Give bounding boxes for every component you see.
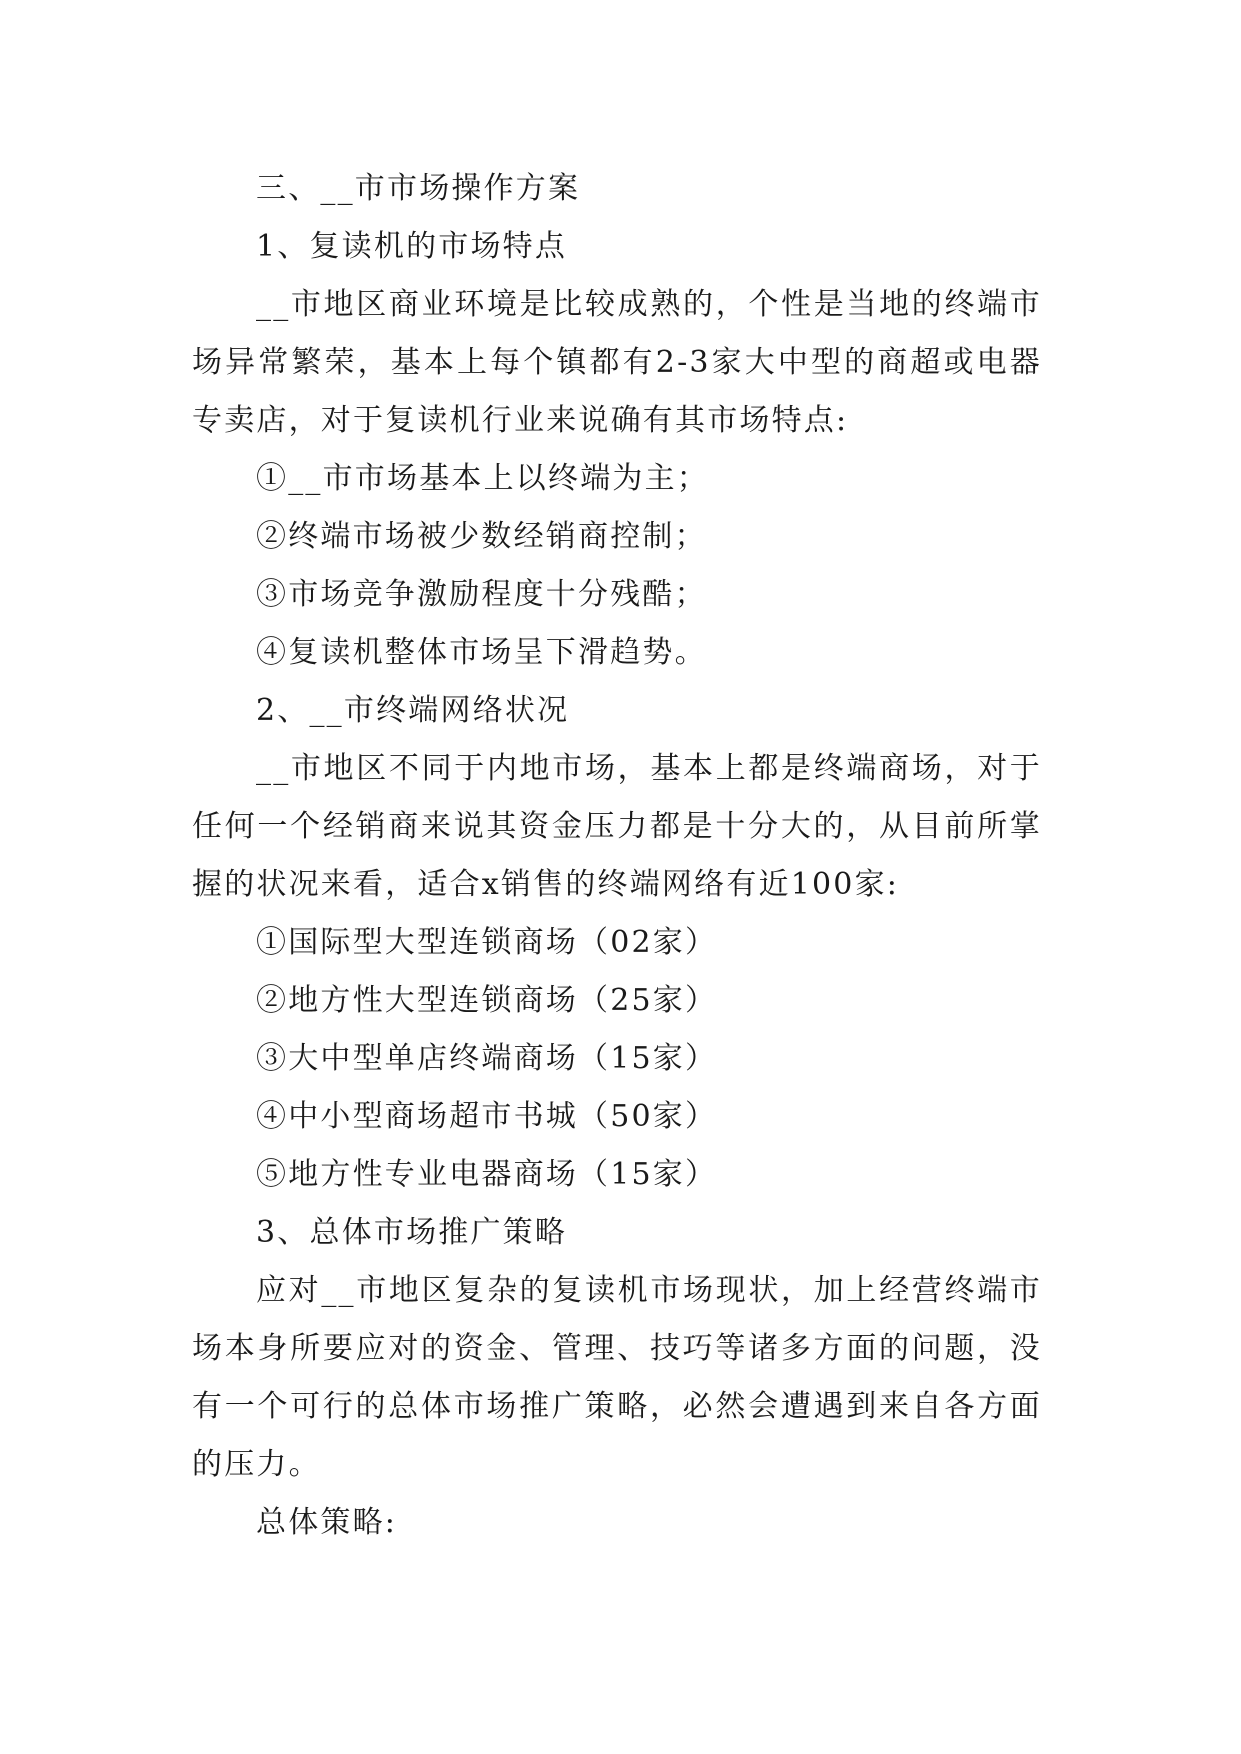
subsection-heading: 3、总体市场推广策略 [256,1215,568,1250]
list-item: ③市场竞争激励程度十分残酷； [256,577,707,612]
body-paragraph: __市地区不同于内地市场，基本上都是终端商场，对于任何一个经销商来说其资金压力都是十分大的，从目前所掌握的状况来看，适合x销售的终端网络有近100家: [192,751,1042,902]
list-item: ⑤地方性专业电器商场（15家） [256,1157,718,1192]
subsection-heading: 2、__市终端网络状况 [256,693,570,728]
subsection-heading: 1、复读机的市场特点 [256,229,568,264]
body-paragraph: 应对__市地区复杂的复读机市场现状，加上经营终端市场本身所要应对的资金、管理、技巧等诸多方面的问题，没有一个可行的总体市场推广策略，必然会遭遇到来自各方面的压力。 [192,1273,1042,1482]
list-item: ①国际型大型连锁商场（02家） [256,925,718,960]
list-item: ③大中型单店终端商场（15家） [256,1041,718,1076]
list-item: ①__市市场基本上以终端为主； [256,461,709,496]
list-item: ②终端市场被少数经销商控制； [256,519,707,554]
document-body [192,160,1042,1552]
section-heading: 三、__市市场操作方案 [256,171,581,206]
list-item: ④中小型商场超市书城（50家） [256,1099,718,1134]
body-paragraph: 总体策略: [256,1505,398,1540]
list-item: ②地方性大型连锁商场（25家） [256,983,718,1018]
list-item: ④复读机整体市场呈下滑趋势。 [256,635,707,670]
body-paragraph: __市地区商业环境是比较成熟的，个性是当地的终端市场异常繁荣，基本上每个镇都有2-3家大中型的商超或电器专卖店，对于复读机行业来说确有其市场特点: [192,287,1042,438]
